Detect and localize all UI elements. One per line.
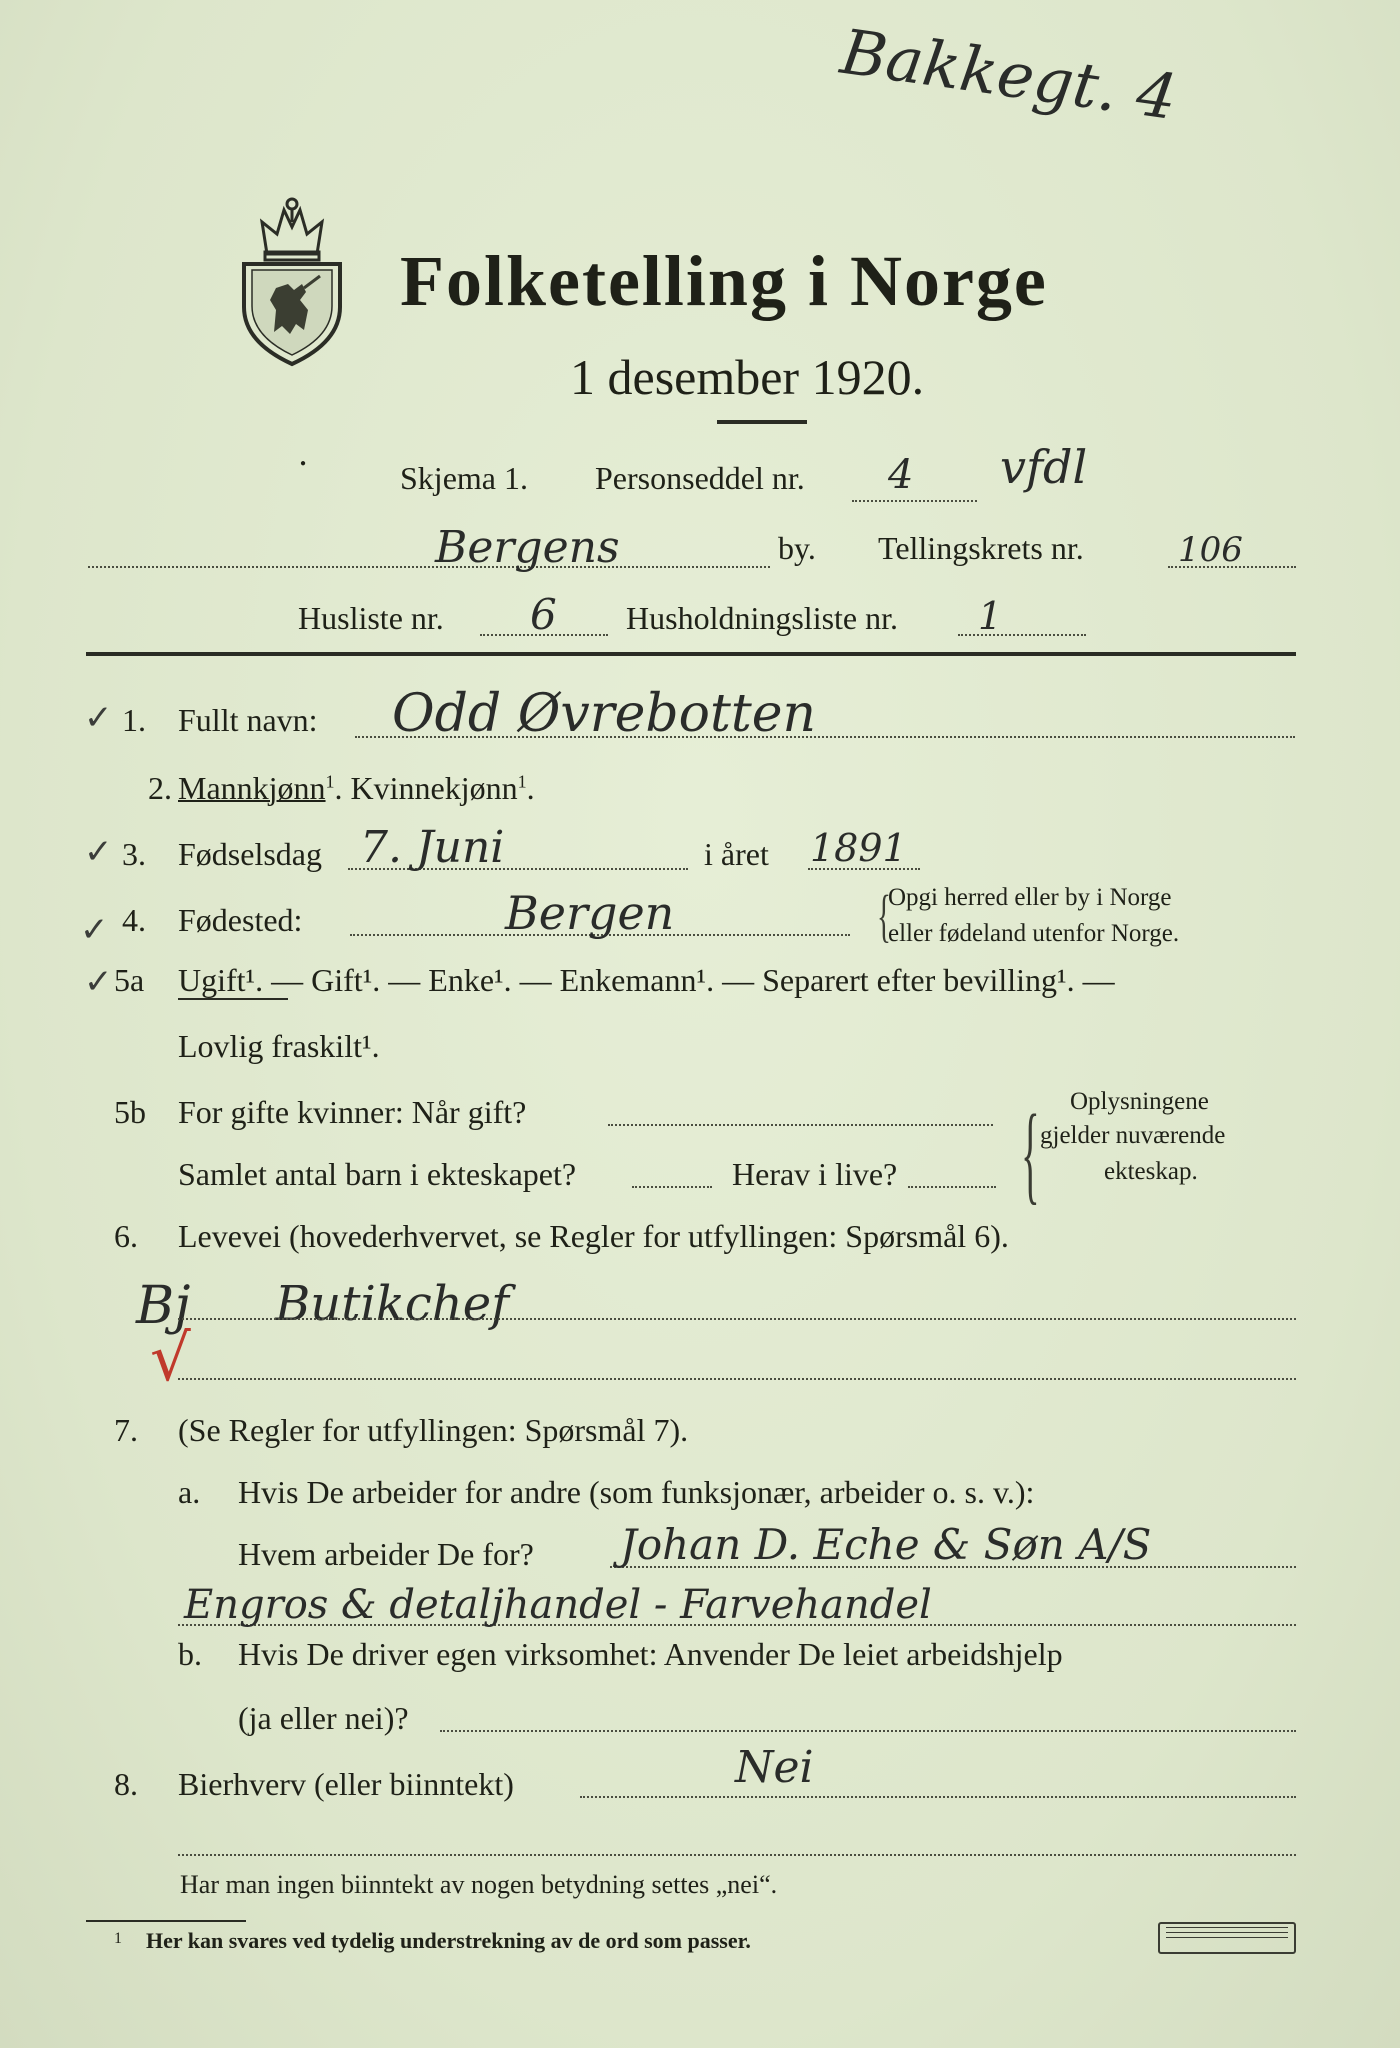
q5b-married-line (608, 1124, 993, 1126)
q3-label: Fødselsdag (178, 836, 322, 872)
q7a-letter: a. (178, 1474, 201, 1510)
q4-note-line1: Opgi herred eller by i Norge (888, 884, 1172, 911)
q5a-underline (178, 998, 288, 1000)
q4-label: Fødested: (178, 902, 303, 938)
q5b-number: 5b (114, 1094, 146, 1130)
husholdningsliste-value: 1 (978, 594, 1003, 638)
q7a-text: Hvis De arbeider for andre (som funksjonær, arbeider o. s. v.): (238, 1474, 1035, 1510)
handwritten-address: Bakkegt. 4 (836, 14, 1182, 135)
q7b-letter: b. (178, 1636, 202, 1672)
coat-of-arms-icon (232, 192, 352, 367)
q7a-question: Hvem arbeider De for? (238, 1536, 534, 1572)
city-suffix: by. (778, 530, 816, 566)
q3-year-value: 1891 (810, 826, 907, 870)
dot-mark: ● (300, 458, 307, 469)
q5b-alive-line (908, 1186, 996, 1188)
city-value: Bergens (435, 522, 620, 573)
personseddel-note: vfdl (1000, 440, 1088, 494)
q8-value: Nei (735, 1742, 814, 1793)
footnote-rule (86, 1920, 246, 1922)
q2-separator: . (334, 770, 343, 806)
q5b-note-line1: Oplysningene (1070, 1088, 1209, 1115)
q2-options (178, 770, 535, 807)
q5a-line2: Lovlig fraskilt¹. (178, 1028, 380, 1064)
q6-line2 (178, 1378, 1296, 1380)
q1-value: Odd Øvrebotten (392, 684, 817, 744)
tellingskrets-label: Tellingskrets nr. (878, 530, 1084, 566)
q5a-line1: Ugift¹. — Gift¹. — Enke¹. — Enkemann¹. — Separert efter bevilling¹. — (178, 962, 1115, 998)
q7-label: (Se Regler for utfyllingen: Spørsmål 7). (178, 1412, 689, 1448)
title-divider (717, 420, 807, 424)
q1-label: Fullt navn: (178, 702, 318, 738)
q8-number: 8. (114, 1766, 138, 1802)
q6-line1 (178, 1318, 1296, 1320)
q1-number: 1. (122, 702, 146, 738)
q7-number: 7. (114, 1412, 138, 1448)
footnote-mark: 1 (114, 1930, 122, 1947)
red-check-mark-icon: √ (150, 1322, 191, 1396)
q4-note-line2: eller fødeland utenfor Norge. (888, 920, 1180, 947)
q5b-label3: Herav i live? (732, 1156, 898, 1192)
schema-label: Skjema 1. (400, 460, 528, 496)
q7b-question: (ja eller nei)? (238, 1700, 409, 1736)
q2-option-female: Kvinnekjønn (350, 770, 518, 806)
q6-mark: Bj (136, 1276, 191, 1336)
q4-bracket: { (876, 883, 891, 948)
q5a-number: 5a (114, 962, 145, 998)
printer-stamp (1158, 1922, 1296, 1954)
q8-line1 (580, 1796, 1296, 1798)
q7b-line (440, 1730, 1296, 1732)
husholdningsliste-label: Husholdningsliste nr. (626, 600, 899, 636)
q2-sup-1: 1 (325, 771, 335, 792)
q3-year-label: i året (704, 836, 769, 872)
q6-value: Butikchef (275, 1276, 509, 1332)
q5b-note-line2: gjelder nuværende (1040, 1122, 1226, 1149)
page-subtitle: 1 desember 1920. (570, 349, 925, 405)
footer-note: Har man ingen biinntekt av nogen betydning settes „nei“. (180, 1870, 778, 1899)
q5b-label2: Samlet antal barn i ekteskapet? (178, 1156, 577, 1192)
q5b-label1: For gifte kvinner: Når gift? (178, 1094, 527, 1130)
husliste-label: Husliste nr. (298, 600, 444, 636)
q7a-value2: Engros & detaljhandel - Farvehandel (184, 1582, 932, 1628)
personseddel-line (852, 500, 977, 502)
q3-value: 7. Juni (360, 822, 505, 873)
q5b-bracket: { (1021, 1092, 1040, 1214)
q7b-text: Hvis De driver egen virksomhet: Anvender De leiet arbeidshjelp (238, 1636, 1063, 1672)
personseddel-label: Personseddel nr. (595, 460, 805, 496)
husliste-value: 6 (530, 590, 557, 639)
q4-value: Bergen (505, 886, 675, 940)
q2-option-male: Mannkjønn (178, 770, 326, 806)
q3-number: 3. (122, 836, 146, 872)
page-title: Folketelling i Norge (400, 241, 1048, 321)
q2-number: 2. (148, 770, 172, 806)
q7a-value: Johan D. Eche & Søn A/S (620, 1520, 1152, 1569)
q6-number: 6. (114, 1218, 138, 1254)
q2-sup-2: 1 (517, 771, 527, 792)
footnote-text: Her kan svares ved tydelig understrekning av de ord som passer. (146, 1928, 751, 1953)
q4-number: 4. (122, 902, 146, 938)
check-mark-icon: ✓ (80, 910, 109, 950)
q8-line2 (178, 1854, 1296, 1856)
check-mark-icon: ✓ (84, 832, 113, 872)
personseddel-value: 4 (888, 452, 914, 498)
q6-label: Levevei (hovederhvervet, se Regler for utfyllingen: Spørsmål 6). (178, 1218, 1009, 1254)
tellingskrets-value: 106 (1178, 530, 1243, 570)
q8-label: Bierhverv (eller biinntekt) (178, 1766, 514, 1802)
q5b-note-line3: ekteskap. (1104, 1158, 1198, 1185)
q5b-children-line (632, 1186, 712, 1188)
city-line (88, 566, 770, 568)
header-rule (86, 652, 1296, 656)
check-mark-icon: ✓ (84, 698, 113, 738)
check-mark-icon: ✓ (84, 962, 113, 1002)
q2-separator-2: . (526, 770, 535, 806)
